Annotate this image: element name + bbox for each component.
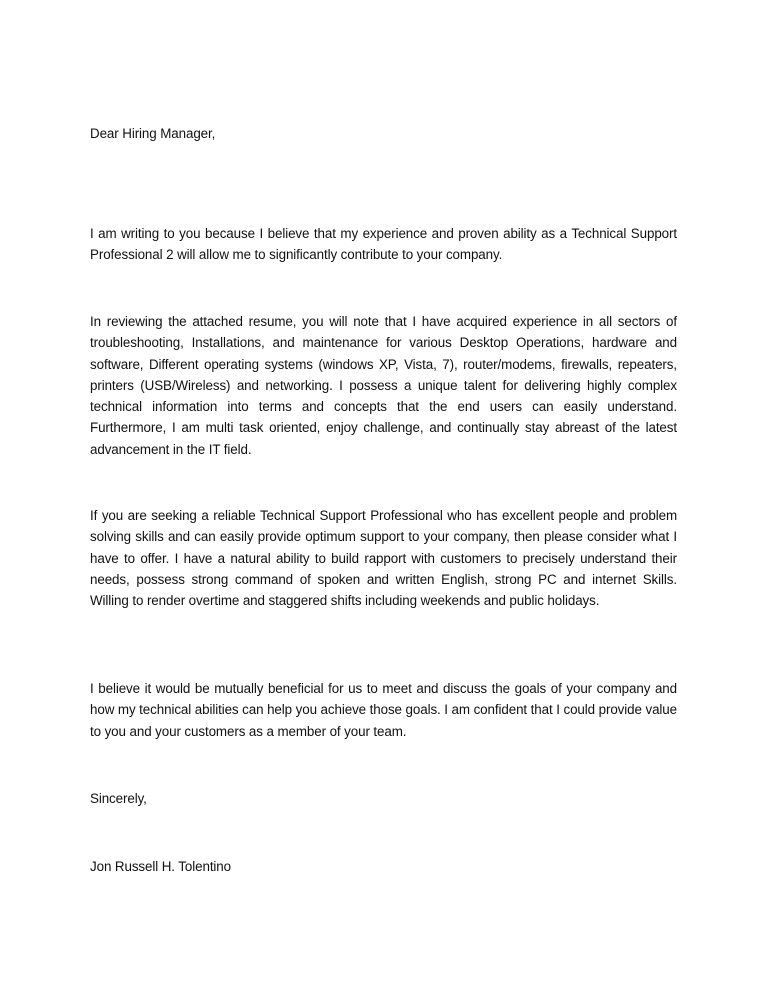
- signature-name: Jon Russell H. Tolentino: [90, 859, 232, 874]
- paragraph-offer: If you are seeking a reliable Technical Support Professional who has excellent people and problem solving skills and can easily provide optimum support to your company, then please consider what I have to offer. I have a natural ability to build rapport with customers to precisely understand their needs, possess strong command of spoken and written English, strong PC and internet Skills. Willing to render overtime and staggered shifts including weekends and public holidays.: [90, 508, 677, 609]
- paragraph-intro: I am writing to you because I believe that my experience and proven ability as a Technical Support Professional 2 will allow me to significantly contribute to your company.: [90, 226, 677, 263]
- closing: Sincerely,: [90, 791, 147, 806]
- paragraph-conclusion: I believe it would be mutually beneficial for us to meet and discuss the goals of your company and how my technical abilities can help you achieve those goals. I am confident that I could provide value to you and your customers as a member of your team.: [90, 681, 677, 739]
- paragraph-experience: In reviewing the attached resume, you will note that I have acquired experience in all sectors of troubleshooting, Installations, and maintenance for various Desktop Operations, hardware and software, Different operating systems (windows XP, Vista, 7), router/modems, firewalls, repeaters, printers (USB/Wireless) and networking. I possess a unique talent for delivering highly complex technical information into terms and concepts that the end users can easily understand. Furthermore, I am multi task oriented, enjoy challenge, and continually stay abreast of the latest advancement in the IT field.: [90, 314, 677, 457]
- salutation: Dear Hiring Manager,: [90, 126, 216, 141]
